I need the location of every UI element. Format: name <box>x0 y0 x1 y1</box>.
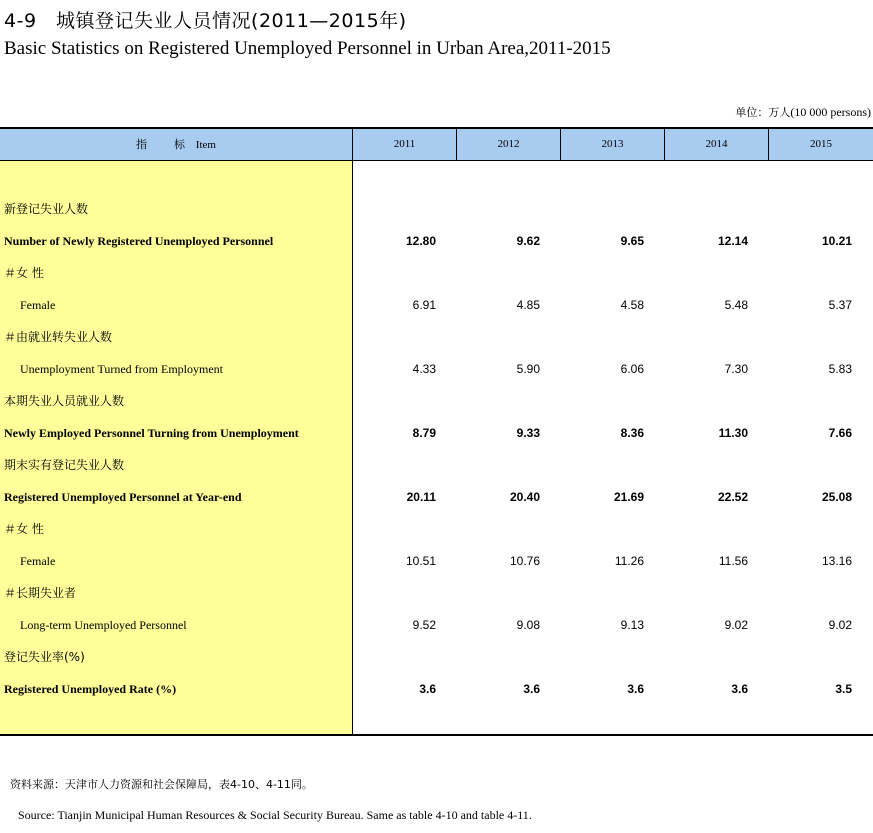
value-cell-2011: 10.51 <box>405 554 436 568</box>
value-cell-2012: 10.76 <box>509 554 540 568</box>
value-cell-2011: 9.52 <box>412 618 436 632</box>
unit-note-english: (10 000 persons) <box>790 105 871 119</box>
source-note-english: Source: Tianjin Municipal Human Resources & Social Security Bureau. Same as table 4-10 and table 4-11. <box>18 808 532 822</box>
page-title-english: Basic Statistics on Registered Unemployed Personnel in Urban Area,2011-2015 <box>4 38 611 59</box>
value-cell-2015: 5.37 <box>828 298 852 312</box>
value-cell-2015: 9.02 <box>828 618 852 632</box>
value-cell-2014: 22.52 <box>717 490 748 504</box>
value-cell-2011: 20.11 <box>406 490 436 504</box>
table-row <box>0 257 873 289</box>
table-row <box>0 289 873 321</box>
value-cell-2013: 21.69 <box>613 490 644 504</box>
row-label: Female <box>20 298 56 312</box>
table-row <box>0 225 873 257</box>
row-label: Number of Newly Registered Unemployed Personnel <box>4 234 274 248</box>
header-item-cell <box>0 129 352 160</box>
table-header-row <box>0 129 873 161</box>
value-cell-2011: 4.33 <box>412 362 436 376</box>
value-cell-2013: 9.65 <box>620 234 644 248</box>
table-row <box>0 481 873 513</box>
row-label: Unemployment Turned from Employment <box>20 362 223 376</box>
value-cell-2013: 8.36 <box>620 426 644 440</box>
row-label: ＃女 性 <box>4 522 44 536</box>
statistics-table <box>0 127 873 737</box>
value-cell-2015: 3.5 <box>835 682 852 696</box>
row-label: Registered Unemployed Rate (%) <box>4 682 177 696</box>
value-cell-2011: 12.80 <box>405 234 436 248</box>
table-row <box>0 513 873 545</box>
table-row <box>0 193 873 225</box>
row-label: 期末实有登记失业人数 <box>4 458 125 472</box>
table-row <box>0 545 873 577</box>
header-year-2015: 2015 <box>768 129 873 160</box>
value-cell-2011: 6.91 <box>412 298 436 312</box>
table-row <box>0 673 873 705</box>
row-label: 登记失业率(%) <box>4 650 85 664</box>
table-bottom-rule <box>0 734 873 736</box>
value-cell-2014: 9.02 <box>724 618 748 632</box>
value-cell-2015: 13.16 <box>821 554 852 568</box>
value-cell-2015: 7.66 <box>828 426 852 440</box>
value-cell-2012: 5.90 <box>516 362 540 376</box>
value-cell-2014: 11.56 <box>718 554 748 568</box>
value-cell-2014: 7.30 <box>724 362 748 376</box>
unit-note-chinese: 单位：万人 <box>735 106 791 119</box>
value-cell-2011: 3.6 <box>419 682 436 696</box>
source-note-chinese: 资料来源：天津市人力资源和社会保障局，表4-10、4-11同。 <box>10 778 313 791</box>
value-cell-2014: 12.14 <box>717 234 748 248</box>
value-cell-2013: 4.58 <box>620 298 644 312</box>
row-label: 本期失业人员就业人数 <box>4 394 125 408</box>
table-row <box>0 609 873 641</box>
value-cell-2011: 8.79 <box>412 426 436 440</box>
row-label: Registered Unemployed Personnel at Year-end <box>4 490 242 504</box>
value-cell-2012: 9.08 <box>516 618 540 632</box>
row-label: ＃长期失业者 <box>4 586 77 600</box>
value-cell-2012: 20.40 <box>509 490 540 504</box>
value-cell-2012: 9.33 <box>516 426 540 440</box>
value-cell-2015: 5.83 <box>828 362 852 376</box>
page-title-chinese: 4-9 城镇登记失业人员情况(2011—2015年) <box>4 10 407 32</box>
table-row <box>0 577 873 609</box>
table-row <box>0 417 873 449</box>
row-label: Female <box>20 554 56 568</box>
value-cell-2013: 9.13 <box>620 618 644 632</box>
table-row <box>0 385 873 417</box>
value-cell-2012: 3.6 <box>523 682 540 696</box>
value-cell-2013: 11.26 <box>614 554 644 568</box>
row-label: ＃女 性 <box>4 266 44 280</box>
value-cell-2012: 9.62 <box>516 234 540 248</box>
value-cell-2014: 3.6 <box>731 682 748 696</box>
row-label: 新登记失业人数 <box>4 202 89 216</box>
table-row <box>0 321 873 353</box>
table-row <box>0 641 873 673</box>
value-cell-2015: 10.21 <box>821 234 852 248</box>
table-row <box>0 353 873 385</box>
row-label: Newly Employed Personnel Turning from Unemployment <box>4 426 299 440</box>
header-year-2013: 2013 <box>560 129 664 160</box>
unit-note <box>735 104 871 120</box>
value-cell-2013: 3.6 <box>627 682 644 696</box>
row-label: ＃由就业转失业人数 <box>4 330 113 344</box>
header-year-2014: 2014 <box>664 129 768 160</box>
header-year-2011: 2011 <box>352 129 456 160</box>
header-item-chinese: 指 标 <box>136 138 194 151</box>
value-cell-2012: 4.85 <box>516 298 540 312</box>
header-item-english: Item <box>195 139 216 151</box>
row-label: Long-term Unemployed Personnel <box>20 618 187 632</box>
value-cell-2013: 6.06 <box>620 362 644 376</box>
header-year-2012: 2012 <box>456 129 560 160</box>
value-cell-2014: 5.48 <box>724 298 748 312</box>
table-row <box>0 449 873 481</box>
value-cell-2015: 25.08 <box>821 490 852 504</box>
value-cell-2014: 11.30 <box>718 426 748 440</box>
